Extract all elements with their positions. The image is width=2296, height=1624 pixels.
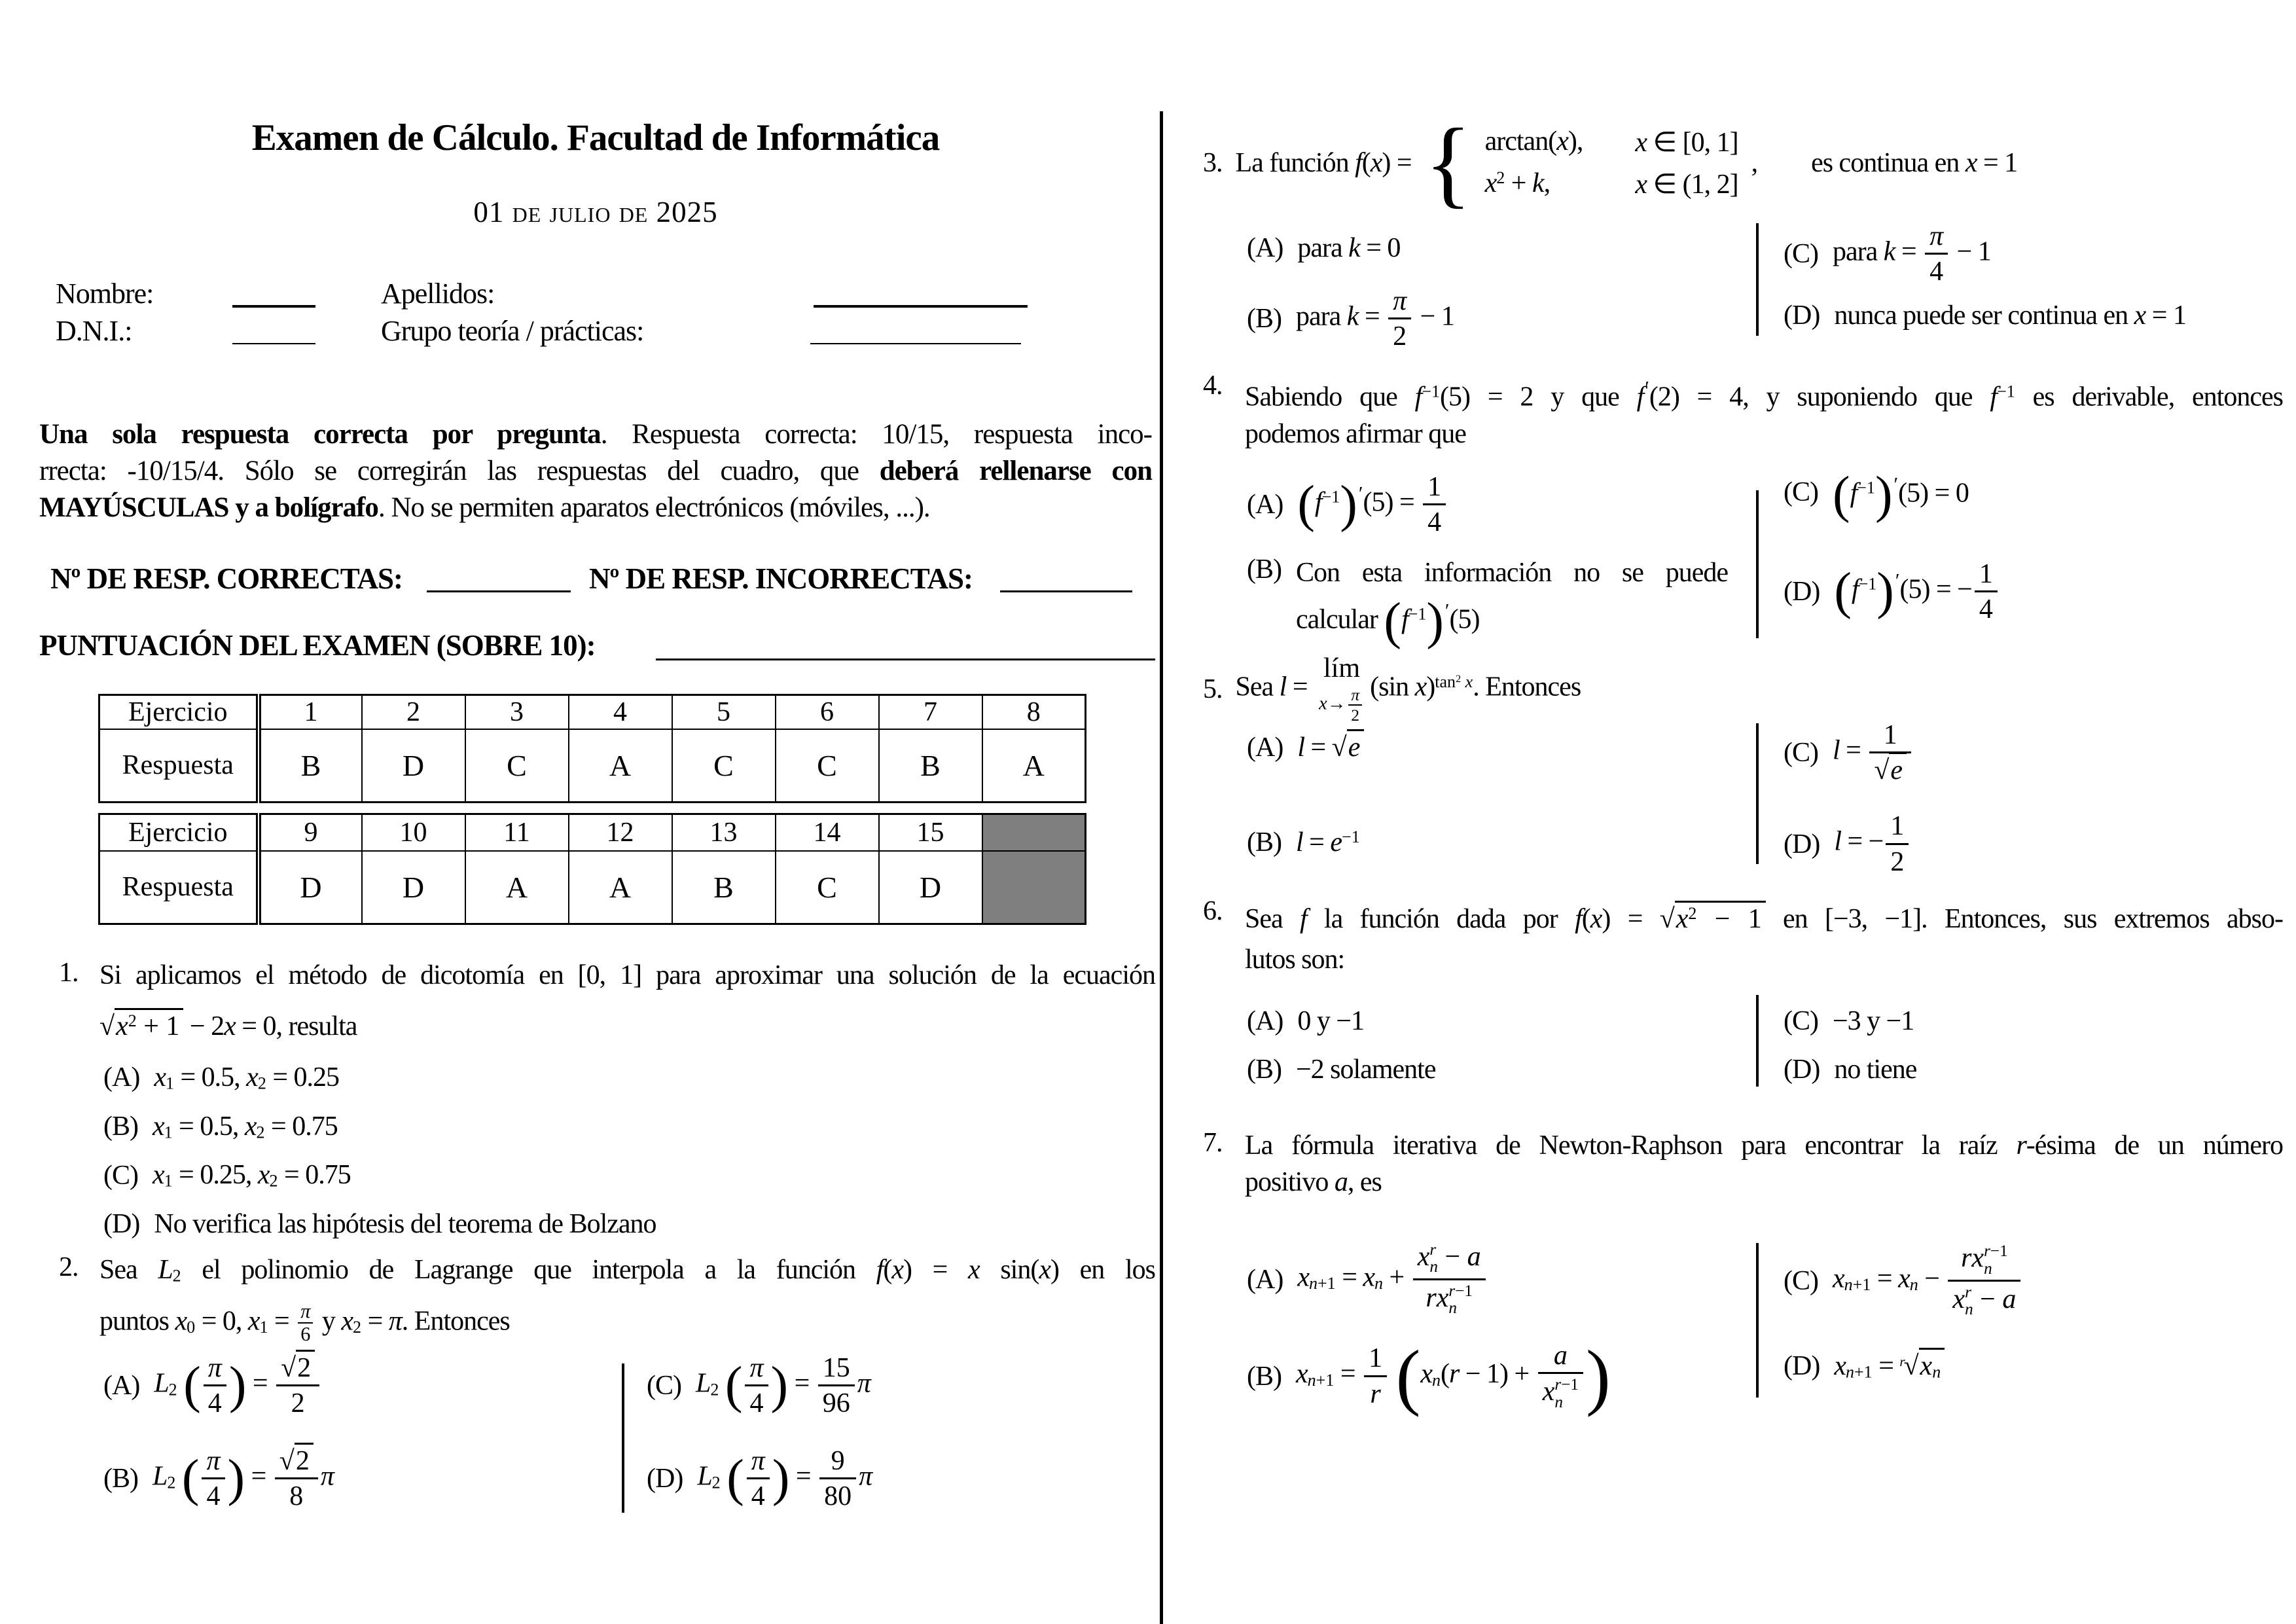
grupo-blank-line — [810, 343, 1021, 344]
option-text: $x_1 = 0.25$, $x_2 = 0.75$ — [152, 1160, 351, 1191]
option-text — [1296, 554, 1728, 651]
option-1-d — [103, 1208, 656, 1240]
exercise-number: 9 — [259, 814, 362, 851]
option-text: $x_{n+1}$ = $\frac{1}{r}$ ($x_n(r - 1)$ + a x r−1 n ) — [1296, 1335, 1611, 1418]
option-text: $x_{n+1} = x_n$ − rx r−1 n x r n − a — [1833, 1243, 2023, 1319]
nombre-label: Nombre: — [56, 278, 154, 310]
option-label: (A) — [1247, 233, 1283, 263]
piecewise-cases — [1485, 126, 1738, 200]
option-label: (B) — [103, 1464, 138, 1494]
question-7-line-2: positivo a, es — [1245, 1167, 1382, 1197]
option-text: $L_2$ ( $\frac{\pi}{4}$ ) = $\frac{9}{80}$ π — [697, 1445, 872, 1511]
question-7-number: 7. — [1203, 1128, 1223, 1158]
question-1-number: 1. — [59, 958, 79, 988]
apellidos-blank-line — [814, 305, 1028, 308]
blocked-cell — [982, 814, 1086, 851]
question-5-body — [1203, 655, 2283, 724]
incorrectas-blank-line — [1000, 590, 1132, 592]
answers-table-1 — [98, 694, 1086, 803]
question-1-body — [99, 957, 1155, 1045]
exercise-number: 15 — [879, 814, 982, 851]
exercise-number: 11 — [465, 814, 569, 851]
instructions — [39, 416, 1152, 526]
option-1-c — [103, 1159, 656, 1191]
instructions-line-3: MAYÚSCULAS y a bolígrafo. No se permiten aparatos electrónicos (móviles, ...). — [39, 492, 930, 523]
option-text: l = − $\frac{1}{2}$ — [1834, 812, 1911, 876]
answer-cell: D — [362, 729, 465, 803]
option-divider-q4 — [1756, 490, 1759, 638]
option-6-d — [1784, 1053, 1916, 1087]
option-7-b — [1247, 1332, 1611, 1420]
option-label: (B) — [1247, 554, 1282, 585]
question-4-options-left — [1247, 469, 1728, 651]
ejercicio-row-label: Ejercicio — [99, 695, 259, 729]
option-divider-q3 — [1756, 223, 1759, 336]
exercise-number: 1 — [259, 695, 362, 729]
answer-cell: B — [879, 729, 982, 803]
answers-table-2 — [98, 813, 1086, 925]
option-label: (D) — [1784, 300, 1820, 331]
option-4-b — [1247, 554, 1728, 651]
question-2-options-left — [103, 1350, 334, 1515]
option-4-c — [1784, 466, 2000, 524]
option-3-d — [1784, 298, 2186, 333]
table-row — [99, 729, 1086, 803]
puntuacion-blank-line — [656, 659, 1155, 660]
option-6-a — [1247, 1004, 1435, 1038]
option-1-a — [103, 1062, 656, 1094]
option-label: (B) — [1247, 304, 1282, 334]
option-3-a — [1247, 230, 1454, 266]
option-5-d — [1784, 810, 1914, 878]
page-title: Examen de Cálculo. Facultad de Informática — [251, 117, 940, 158]
exercise-number: 13 — [672, 814, 776, 851]
option-6-b — [1247, 1053, 1435, 1087]
exercise-number: 3 — [465, 695, 569, 729]
question-6-options-right — [1784, 1004, 1916, 1087]
option-label: (C) — [1784, 1006, 1818, 1036]
table-row — [99, 851, 1086, 924]
option-text: $(f^{-1})'(5) = 0$ — [1833, 466, 1969, 524]
option-4-b-line-2: calcular $(f^{-1})'(5)$ — [1296, 592, 1480, 651]
option-text: 0 y −1 — [1297, 1006, 1364, 1036]
answer-cell: A — [569, 729, 672, 803]
case-domain: x ∈ [0, 1] — [1635, 128, 1738, 158]
option-text: −2 solamente — [1296, 1055, 1436, 1085]
option-divider-q5 — [1756, 723, 1759, 864]
question-5-number: 5. — [1203, 674, 1223, 704]
option-divider-q7 — [1756, 1243, 1759, 1398]
option-text: l = √e — [1297, 732, 1364, 763]
case-expression: $x^2 + k$, — [1484, 168, 1551, 198]
option-label: (C) — [103, 1160, 138, 1191]
question-7-body — [1245, 1127, 2283, 1200]
option-text: $x_1 = 0.5$, $x_2 = 0.25$ — [154, 1062, 340, 1093]
option-label: (B) — [1247, 827, 1282, 857]
option-5-c — [1784, 710, 1914, 795]
apellidos-label: Apellidos: — [381, 278, 495, 310]
question-6-line-2: lutos son: — [1245, 945, 1345, 975]
correctas-blank-line — [427, 590, 571, 592]
correctas-label: Nº DE RESP. CORRECTAS: — [50, 562, 403, 595]
option-label: (B) — [1247, 1361, 1282, 1392]
exercise-number: 12 — [569, 814, 672, 851]
question-5-options-right — [1784, 710, 1914, 878]
option-text: no tiene — [1834, 1055, 1917, 1085]
option-label: (C) — [1784, 239, 1818, 269]
option-2-a — [103, 1350, 334, 1422]
option-label: (D) — [1784, 577, 1820, 607]
option-label: (A) — [1247, 732, 1283, 763]
option-label: (B) — [103, 1111, 138, 1142]
dni-blank-line — [232, 343, 315, 344]
option-text: para k = 0 — [1297, 233, 1401, 263]
option-label: (A) — [1247, 1264, 1283, 1295]
exercise-number: 5 — [672, 695, 776, 729]
option-text: para k = $\frac{\pi}{4}$ − 1 — [1833, 221, 1991, 287]
question-1-line-2: $√x^2 + 1 - 2x = 0$, resulta — [99, 1003, 1155, 1045]
grupo-label: Grupo teoría / prácticas: — [381, 315, 644, 347]
question-2-line-1: Sea $L_2$ el polinomio de Lagrange que interpola a la función f(x) = x sin(x) en los — [99, 1255, 1155, 1286]
exercise-number: 8 — [982, 695, 1086, 729]
option-text: −3 y −1 — [1833, 1006, 1914, 1036]
instructions-line-2: rrecta: -10/15/4. Sólo se corregirán las respuestas del cuadro, que deberá rellenarse con — [39, 456, 1152, 486]
answer-cell: A — [569, 851, 672, 924]
answer-cell: C — [776, 729, 879, 803]
option-label: (D) — [1784, 1055, 1820, 1085]
question-4-line-1: Sabiendo que $f^{-1}(5) = 2$ y que f′(2) = 4, y suponiendo que $f^{-1}$ es derivable, entonces — [1245, 377, 2283, 412]
option-divider-q6 — [1756, 995, 1759, 1087]
exam-date: 01 de julio de 2025 — [473, 196, 718, 228]
option-text: No verifica las hipótesis del teorema de Bolzano — [154, 1209, 656, 1240]
question-3-options-right — [1784, 219, 2186, 333]
option-text: nunca puede ser continua en x = 1 — [1834, 300, 2186, 331]
option-4-b-line-1: Con esta información no se puede — [1296, 558, 1728, 588]
question-4-number: 4. — [1203, 370, 1223, 401]
answer-cell: B — [672, 851, 776, 924]
option-divider-q2 — [622, 1363, 624, 1513]
cases-brace: { — [1424, 108, 1472, 217]
question-7-line-1: La fórmula iterativa de Newton-Raphson para encontrar la raíz r-ésima de un número — [1245, 1130, 2283, 1161]
option-text: $L_2$ ( $\frac{\pi}{4}$ ) = $\frac{√2}{8}$ π — [152, 1447, 334, 1511]
option-7-a — [1247, 1238, 1611, 1320]
option-3-c — [1784, 219, 2186, 289]
question-3-outro: , es continua en x = 1 — [1751, 148, 2018, 178]
option-1-b — [103, 1111, 656, 1143]
question-2-line-2: puntos $x_0 = 0$, $x_1$ = $\frac{\pi}{6}$ y $x_2 = \pi$. Entonces — [99, 1299, 510, 1346]
option-text: $(f^{-1})'(5)$ = − $\frac{1}{4}$ — [1834, 560, 2000, 624]
table-row — [99, 814, 1086, 851]
option-4-a — [1247, 469, 1728, 541]
answer-cell: C — [672, 729, 776, 803]
option-2-c — [647, 1350, 872, 1422]
answer-cell: A — [982, 729, 1086, 803]
exercise-number: 6 — [776, 695, 879, 729]
option-2-b — [103, 1443, 334, 1515]
exercise-number: 4 — [569, 695, 672, 729]
question-7-options-right — [1784, 1238, 2023, 1386]
question-1-line-1: Si aplicamos el método de dicotomía en [0, 1] para aproximar una solución de la ecuación — [99, 960, 1155, 990]
question-6-line-1: Sea f la función dada por $f(x) = √x^2 - 1$ en [−3, −1]. Entonces, sus extremos abso- — [1245, 895, 2283, 937]
option-text: $x_{n+1} = x_n$ + x r n − a rx r−1 n — [1297, 1242, 1488, 1318]
puntuacion-label: PUNTUACIÓN DEL EXAMEN (SOBRE 10): — [39, 629, 596, 662]
answer-cell: C — [465, 729, 569, 803]
question-7-options-left — [1247, 1238, 1611, 1420]
table-row — [99, 695, 1086, 729]
case-expression: arctan(x), — [1484, 126, 1583, 156]
question-2-body — [99, 1252, 1155, 1346]
question-4-options-right — [1784, 466, 2000, 628]
exercise-number: 10 — [362, 814, 465, 851]
option-7-d — [1784, 1346, 2023, 1386]
option-label: (D) — [647, 1464, 683, 1494]
case-domain: x ∈ (1, 2] — [1635, 170, 1738, 200]
question-6-options-left — [1247, 1004, 1435, 1087]
option-text: $(f^{-1})'(5)$ = $\frac{1}{4}$ — [1297, 473, 1448, 537]
option-2-d — [647, 1443, 872, 1515]
option-label: (A) — [103, 1062, 140, 1093]
option-7-c — [1784, 1238, 2023, 1324]
option-text: para k = $\frac{\pi}{2}$ − 1 — [1296, 285, 1454, 352]
option-5-b — [1247, 823, 1364, 862]
exercise-number: 14 — [776, 814, 879, 851]
exercise-number: 2 — [362, 695, 465, 729]
instructions-line-1: Una sola respuesta correcta por pregunta. Respuesta correcta: 10/15, respuesta inco- — [39, 419, 1152, 450]
option-4-d — [1784, 556, 2000, 628]
answer-cell: D — [259, 851, 362, 924]
answer-cell: C — [776, 851, 879, 924]
question-5-text: Sea l = lím x→ $\frac{\pi}{2}$ (sin x)$^{tan^2 x}$. Entonces — [1235, 653, 1581, 725]
question-2-options-right — [647, 1350, 872, 1515]
option-text: $L_2$ ( $\frac{\pi}{4}$ ) = $\frac{15}{96}$ π — [696, 1352, 870, 1418]
option-6-c — [1784, 1004, 1916, 1038]
option-label: (D) — [1784, 829, 1820, 859]
exercise-number: 7 — [879, 695, 982, 729]
option-3-b — [1247, 284, 1454, 353]
question-3-intro: La función f(x) = — [1235, 148, 1412, 178]
option-label: (C) — [1784, 1266, 1818, 1296]
incorrectas-label: Nº DE RESP. INCORRECTAS: — [589, 562, 973, 595]
question-6-number: 6. — [1203, 896, 1223, 926]
question-4-line-2: podemos afirmar que — [1245, 418, 1466, 449]
question-2-number: 2. — [59, 1252, 79, 1282]
option-label: (A) — [103, 1371, 140, 1401]
answer-cell: D — [362, 851, 465, 924]
option-label: (D) — [1784, 1351, 1820, 1381]
respuesta-row-label: Respuesta — [99, 851, 259, 924]
answer-cell: A — [465, 851, 569, 924]
blocked-cell — [982, 851, 1086, 924]
question-3-body — [1203, 108, 2283, 217]
option-label: (C) — [1784, 738, 1818, 768]
option-label: (B) — [1247, 1055, 1282, 1085]
answer-cell: B — [259, 729, 362, 803]
option-label: (A) — [1247, 1006, 1283, 1036]
option-5-a — [1247, 728, 1364, 767]
option-text: $x_{n+1} = ^r√x_n$ — [1834, 1350, 1945, 1382]
column-divider — [1160, 111, 1163, 1624]
question-4-body — [1245, 370, 2283, 452]
option-text: $l = e^{-1}$ — [1296, 827, 1360, 857]
option-label: (C) — [647, 1371, 681, 1401]
question-5-options-left — [1247, 728, 1364, 862]
question-1-options — [103, 1062, 656, 1240]
answer-cell: D — [879, 851, 982, 924]
dni-label: D.N.I.: — [56, 315, 132, 347]
question-3-options-left — [1247, 230, 1454, 353]
option-label: (C) — [1784, 477, 1818, 507]
respuesta-row-label: Respuesta — [99, 729, 259, 803]
question-3-number: 3. — [1203, 148, 1223, 178]
option-text: $L_2$ ( $\frac{\pi}{4}$ ) = $\frac{√2}{2}$ — [154, 1354, 322, 1418]
option-label: (D) — [103, 1209, 140, 1240]
option-text: l = $\frac{1}{√e}$ — [1833, 721, 1914, 785]
option-label: (A) — [1247, 490, 1283, 520]
question-6-body — [1245, 895, 2283, 978]
ejercicio-row-label: Ejercicio — [99, 814, 259, 851]
option-text: $x_1 = 0.5$, $x_2 = 0.75$ — [152, 1111, 338, 1142]
nombre-blank-line — [232, 305, 315, 308]
